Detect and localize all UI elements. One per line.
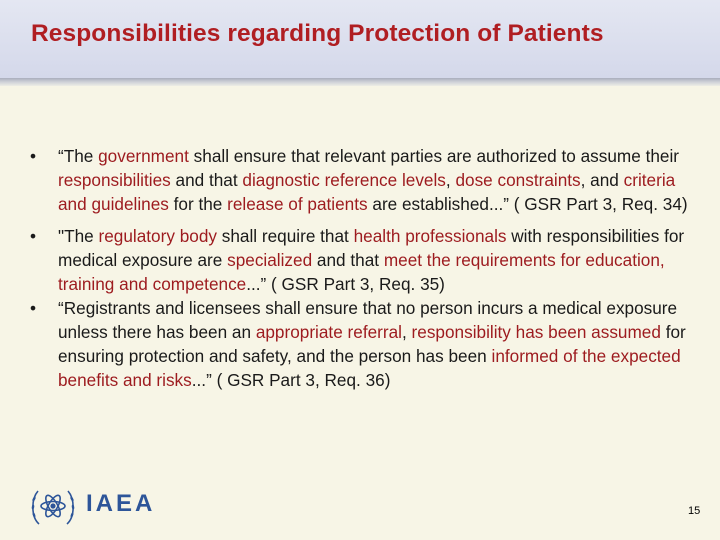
bullet-list [30,144,700,392]
highlight-phrase: criteria and guidelines [58,170,676,214]
highlight-phrase: responsibilities [58,170,171,190]
highlight-phrase: health professionals [353,226,507,246]
iaea-logo-text: IAEA [86,490,156,517]
text-segment: ...” ( GSR Part 3, Req. 35) [246,274,445,294]
highlight-phrase: appropriate referral [255,322,402,342]
page-number: 15 [688,505,701,517]
highlight-phrase: informed of the expected benefits and risks [58,346,681,390]
text-segment: shall require that [216,226,354,246]
text-segment: with responsibilities for medical exposure are [58,226,685,270]
highlight-phrase: dose constraints [455,170,581,190]
text-segment: “The [58,146,99,166]
text-segment: , [445,170,456,190]
text-segment: ...” ( GSR Part 3, Req. 36) [191,370,391,390]
highlight-phrase: diagnostic reference levels [242,170,446,190]
highlight-phrase: regulatory body [98,226,217,246]
bullet-text [58,226,684,294]
bullet-marker: • [30,226,37,246]
bullet-text [58,298,686,390]
bullet-item-req-36 [30,296,700,392]
text-segment: for the [168,194,228,214]
bullet-item-req-34 [30,144,700,216]
text-segment: for ensuring protection and safety, and the person has been [58,322,686,366]
iaea-emblem-icon [26,483,80,531]
text-segment: "The [58,226,99,246]
text-segment: and that [312,250,384,270]
slide-title: Responsibilities regarding Protection of Patients [31,20,604,47]
bullet-text [58,146,688,214]
title-bar-shadow [0,78,720,86]
text-segment: shall ensure that relevant parties are authorized to assume their [188,146,680,166]
highlight-phrase: responsibility has been assumed [411,322,661,342]
bullet-item-req-35 [30,224,700,296]
text-segment: “Registrants and licensees shall ensure that no person incurs a medical exposure unless there has been an [58,298,678,342]
text-segment: , [401,322,412,342]
text-segment: , and [580,170,624,190]
highlight-phrase: government [98,146,189,166]
text-segment: are established...” ( GSR Part 3, Req. 34) [367,194,688,214]
highlight-phrase: meet the requirements for education, training and competence [58,250,665,294]
highlight-phrase: specialized [227,250,313,270]
text-segment: and that [170,170,243,190]
highlight-phrase: release of patients [227,194,368,214]
bullet-marker: • [30,298,37,318]
bullet-marker: • [30,146,37,166]
